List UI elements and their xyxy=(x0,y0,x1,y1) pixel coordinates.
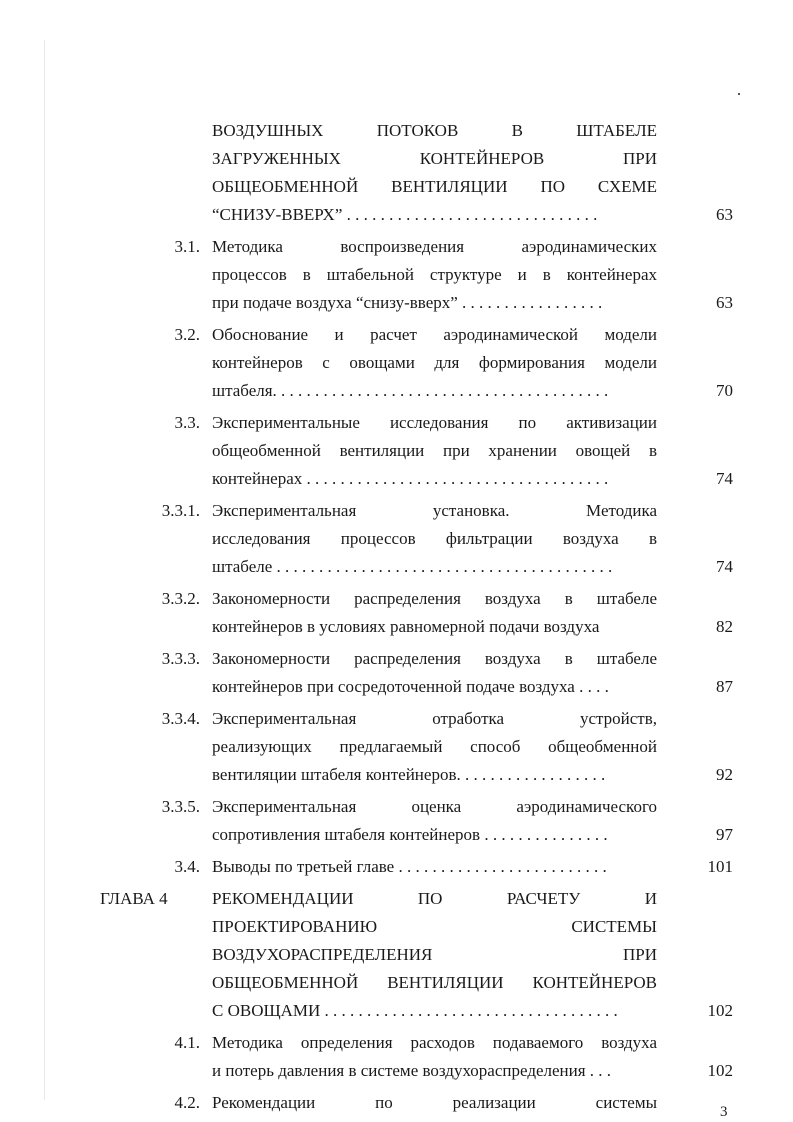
toc-entry[interactable] xyxy=(0,581,793,641)
title-line: ВОЗДУХОРАСПРЕДЕЛЕНИЯ ПРИ xyxy=(212,945,657,964)
title-line: общеобменной вентиляции при хранении овощей в xyxy=(212,441,657,460)
page-ref: 82 xyxy=(716,617,733,636)
title-last-line: сопротивления штабеля контейнеров . . . . . . . . . . . . . . . xyxy=(212,825,608,844)
page-ref: 63 xyxy=(716,205,733,224)
section-number: 3.1. xyxy=(174,237,200,256)
toc-entry[interactable] xyxy=(0,229,793,317)
section-number: 3.3.3. xyxy=(161,649,200,668)
title-line: Методика определения расходов подаваемого воздуха xyxy=(212,1033,657,1052)
title-line: Методика воспроизведения аэродинамических xyxy=(212,237,657,256)
section-number: 3.3.2. xyxy=(161,589,200,608)
title-line: контейнеров с овощами для формирования модели xyxy=(212,353,657,372)
toc-entry[interactable] xyxy=(0,701,793,789)
title-line: Экспериментальная установка. Методика xyxy=(212,501,657,520)
section-title xyxy=(212,641,657,701)
section-title xyxy=(212,113,657,229)
section-number: 3.4. xyxy=(174,857,200,876)
page-ref: 74 xyxy=(716,469,733,488)
title-line: ЗАГРУЖЕННЫХ КОНТЕЙНЕРОВ ПРИ xyxy=(212,149,657,168)
page-ref: 102 xyxy=(707,1001,733,1020)
title-line: ВОЗДУШНЫХ ПОТОКОВ В ШТАБЕЛЕ xyxy=(212,121,657,140)
title-last-line: при подаче воздуха “снизу-вверх” . . . . . . . . . . . . . . . . . xyxy=(212,293,603,312)
section-title xyxy=(212,849,657,881)
title-last-line: контейнеров при сосредоточенной подаче воздуха . . . . xyxy=(212,677,609,696)
table-of-contents xyxy=(0,113,793,1117)
section-title xyxy=(212,493,657,581)
title-line: исследования процессов фильтрации воздуха в xyxy=(212,529,657,548)
title-line: Закономерности распределения воздуха в штабеле xyxy=(212,589,657,608)
title-line: Экспериментальная оценка аэродинамического xyxy=(212,797,657,816)
title-line: Экспериментальная отработка устройств, xyxy=(212,709,657,728)
section-number: 4.1. xyxy=(174,1033,200,1052)
toc-entry[interactable] xyxy=(0,113,793,229)
title-last-line: контейнеров в условиях равномерной подачи воздуха xyxy=(212,617,600,636)
toc-entry[interactable] xyxy=(0,881,793,1025)
title-last-line: штабеля. . . . . . . . . . . . . . . . . . . . . . . . . . . . . . . . . . . . . . . . xyxy=(212,381,609,400)
section-title xyxy=(212,405,657,493)
toc-entry[interactable] xyxy=(0,317,793,405)
title-line: процессов в штабельной структуре и в контейнерах xyxy=(212,265,657,284)
section-title xyxy=(212,1025,657,1085)
chapter-label: ГЛАВА 4 xyxy=(100,889,168,908)
title-last-line: штабеле . . . . . . . . . . . . . . . . . . . . . . . . . . . . . . . . . . . . . . . . xyxy=(212,557,613,576)
section-title xyxy=(212,229,657,317)
page-ref: 74 xyxy=(716,557,733,576)
title-line: ПРОЕКТИРОВАНИЮ СИСТЕМЫ xyxy=(212,917,657,936)
toc-entry[interactable] xyxy=(0,641,793,701)
section-title xyxy=(212,701,657,789)
section-number: 3.2. xyxy=(174,325,200,344)
page-ref: 92 xyxy=(716,765,733,784)
page-ref: 97 xyxy=(716,825,733,844)
title-last-line: С ОВОЩАМИ . . . . . . . . . . . . . . . . . . . . . . . . . . . . . . . . . . . xyxy=(212,1001,618,1020)
title-line: Рекомендации по реализации системы xyxy=(212,1093,657,1112)
title-line: Закономерности распределения воздуха в штабеле xyxy=(212,649,657,668)
toc-entry[interactable] xyxy=(0,789,793,849)
title-line: Экспериментальные исследования по активизации xyxy=(212,413,657,432)
section-title xyxy=(212,789,657,849)
toc-entry[interactable] xyxy=(0,1025,793,1085)
page-number: 3 xyxy=(720,1104,728,1120)
toc-entry[interactable] xyxy=(0,493,793,581)
title-last-line: и потерь давления в системе воздухораспределения . . . xyxy=(212,1061,612,1080)
title-last-line: Выводы по третьей главе . . . . . . . . . . . . . . . . . . . . . . . . . xyxy=(212,857,607,876)
page-ref: 70 xyxy=(716,381,733,400)
title-last-line: вентиляции штабеля контейнеров. . . . . . . . . . . . . . . . . . xyxy=(212,765,606,784)
toc-entry[interactable] xyxy=(0,405,793,493)
page-ref: 87 xyxy=(716,677,733,696)
scan-speck xyxy=(738,93,740,95)
title-line: ОБЩЕОБМЕННОЙ ВЕНТИЛЯЦИИ КОНТЕЙНЕРОВ xyxy=(212,973,657,992)
section-number: 3.3.4. xyxy=(161,709,200,728)
section-number: 3.3. xyxy=(174,413,200,432)
section-number: 3.3.5. xyxy=(161,797,200,816)
title-line: РЕКОМЕНДАЦИИ ПО РАСЧЕТУ И xyxy=(212,889,657,908)
toc-entry[interactable] xyxy=(0,849,793,881)
toc-entry[interactable] xyxy=(0,1085,793,1117)
page-ref: 63 xyxy=(716,293,733,312)
page-ref: 102 xyxy=(707,1061,733,1080)
title-line: Обоснование и расчет аэродинамической модели xyxy=(212,325,657,344)
title-last-line: контейнерах . . . . . . . . . . . . . . . . . . . . . . . . . . . . . . . . . . . . xyxy=(212,469,609,488)
section-title xyxy=(212,581,657,641)
section-title xyxy=(212,1085,657,1117)
title-last-line: “СНИЗУ-ВВЕРХ” . . . . . . . . . . . . . . . . . . . . . . . . . . . . . . xyxy=(212,205,598,224)
page-ref: 101 xyxy=(707,857,733,876)
section-number: 4.2. xyxy=(174,1093,200,1112)
section-title xyxy=(212,317,657,405)
section-number: 3.3.1. xyxy=(161,501,200,520)
section-title xyxy=(212,881,657,1025)
title-line: реализующих предлагаемый способ общеобменной xyxy=(212,737,657,756)
title-line: ОБЩЕОБМЕННОЙ ВЕНТИЛЯЦИИ ПО СХЕМЕ xyxy=(212,177,657,196)
